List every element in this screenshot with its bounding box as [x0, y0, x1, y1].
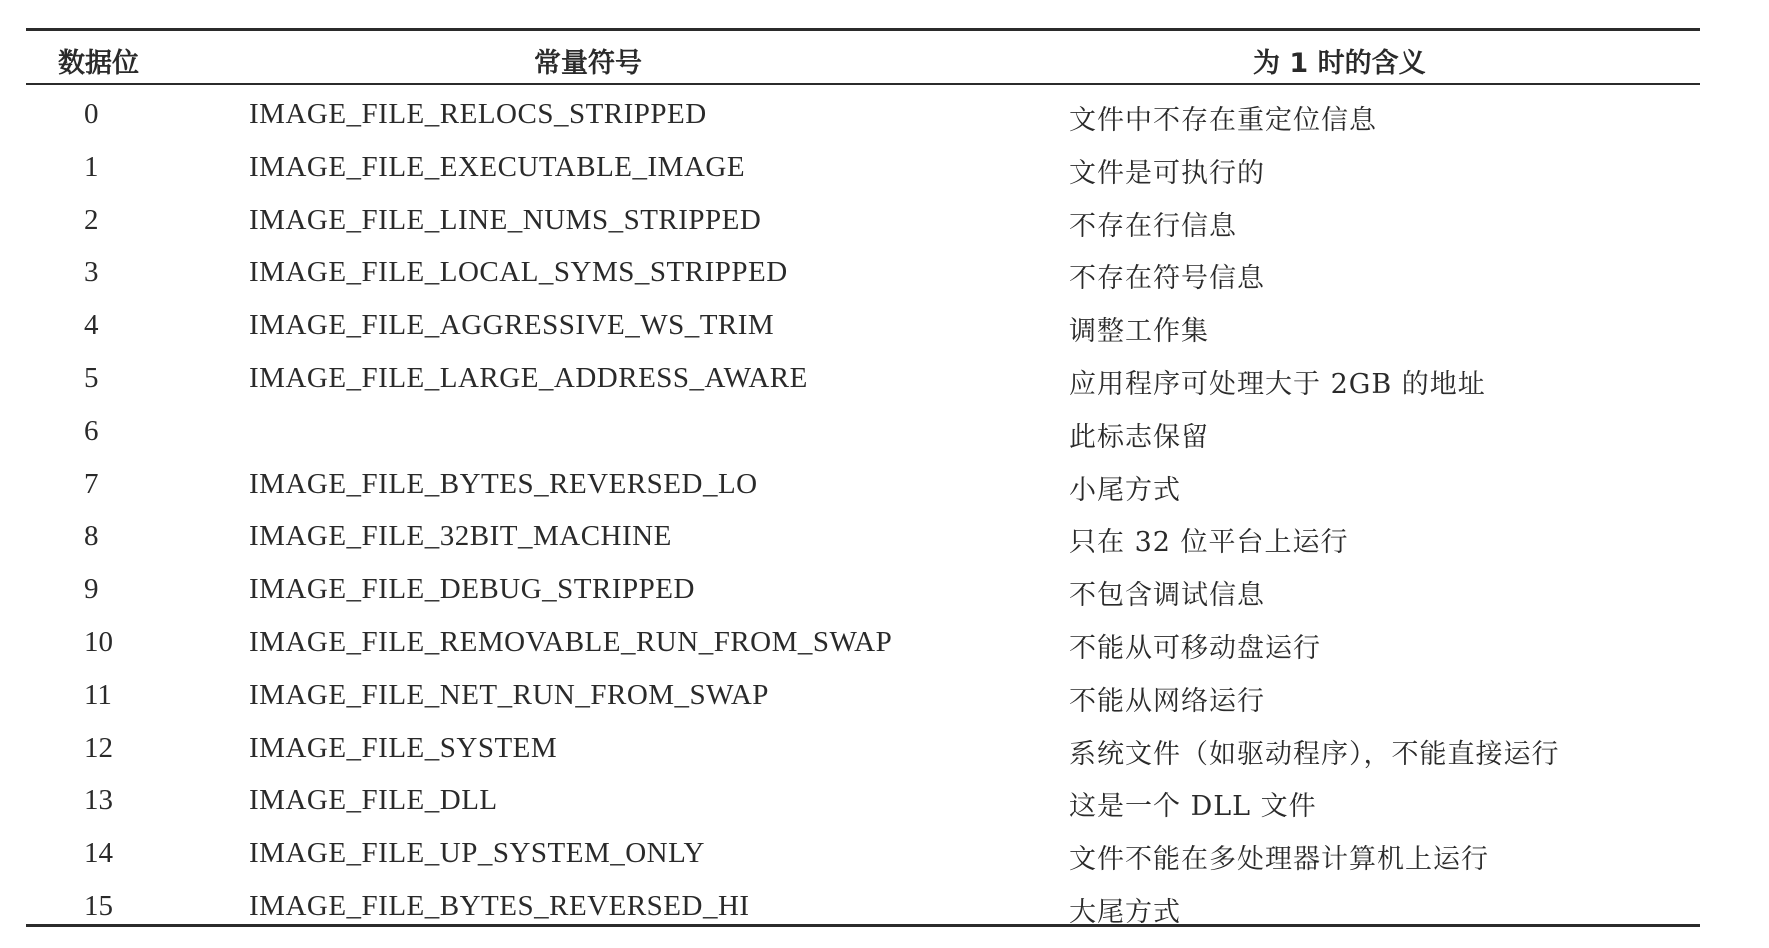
table-row: [26, 247, 1700, 300]
row-constant: IMAGE_FILE_NET_RUN_FROM_SWAP: [249, 678, 769, 711]
row-constant: IMAGE_FILE_LINE_NUMS_STRIPPED: [249, 203, 762, 236]
row-bit: 7: [84, 467, 99, 500]
table-row: [26, 775, 1700, 828]
header-bit: 数据位: [58, 48, 139, 79]
row-constant: IMAGE_FILE_DLL: [249, 784, 498, 817]
row-constant: IMAGE_FILE_REMOVABLE_RUN_FROM_SWAP: [249, 625, 893, 658]
row-bit: 1: [84, 150, 99, 183]
row-meaning: 这是一个 DLL 文件: [1069, 791, 1317, 823]
table-row: [26, 564, 1700, 617]
row-bit: 4: [84, 309, 99, 342]
characteristics-table: [26, 31, 1700, 928]
row-constant: IMAGE_FILE_BYTES_REVERSED_LO: [249, 467, 758, 500]
row-constant: IMAGE_FILE_DEBUG_STRIPPED: [249, 573, 695, 606]
row-meaning: 文件不能在多处理器计算机上运行: [1069, 844, 1489, 876]
row-bit: 15: [84, 889, 113, 922]
row-bit: 11: [84, 678, 112, 711]
row-bit: 6: [84, 414, 99, 447]
row-meaning: 系统文件（如驱动程序），不能直接运行: [1069, 738, 1560, 770]
row-bit: 9: [84, 573, 99, 606]
row-meaning: 不包含调试信息: [1069, 580, 1265, 612]
table-header-row: [26, 31, 1700, 83]
table-row: [26, 723, 1700, 776]
row-meaning: 此标志保留: [1069, 421, 1209, 453]
row-bit: 2: [84, 203, 99, 236]
row-bit: 13: [84, 784, 113, 817]
row-constant: IMAGE_FILE_BYTES_REVERSED_HI: [249, 889, 750, 922]
table-row: [26, 617, 1700, 670]
table-row: [26, 828, 1700, 881]
row-constant: IMAGE_FILE_UP_SYSTEM_ONLY: [249, 837, 705, 870]
row-bit: 5: [84, 361, 99, 394]
row-meaning: 不存在符号信息: [1069, 263, 1265, 295]
row-meaning: 小尾方式: [1069, 474, 1181, 506]
row-bit: 3: [84, 256, 99, 289]
row-constant: IMAGE_FILE_SYSTEM: [249, 731, 558, 764]
row-meaning: 不能从网络运行: [1069, 685, 1265, 717]
table-header-rule: [26, 83, 1700, 85]
row-constant: IMAGE_FILE_32BIT_MACHINE: [249, 520, 672, 553]
row-bit: 12: [84, 731, 113, 764]
header-constant: 常量符号: [534, 48, 642, 79]
table-row: [26, 300, 1700, 353]
table-row: [26, 511, 1700, 564]
table-row: [26, 353, 1700, 406]
table-row: [26, 406, 1700, 459]
row-meaning: 不存在行信息: [1069, 210, 1237, 242]
table-row: [26, 459, 1700, 512]
row-meaning: 文件是可执行的: [1069, 157, 1265, 189]
table-row: [26, 142, 1700, 195]
row-constant: IMAGE_FILE_RELOCS_STRIPPED: [249, 98, 707, 130]
row-meaning: 文件中不存在重定位信息: [1069, 105, 1377, 136]
row-bit: 8: [84, 520, 99, 553]
row-meaning: 只在 32 位平台上运行: [1069, 527, 1349, 559]
table-row: [26, 881, 1700, 934]
row-bit: 0: [84, 98, 99, 130]
table-body: [26, 89, 1700, 934]
table-row: [26, 195, 1700, 248]
row-meaning: 调整工作集: [1069, 316, 1209, 348]
row-meaning: 不能从可移动盘运行: [1069, 632, 1321, 664]
row-meaning: 应用程序可处理大于 2GB 的地址: [1069, 368, 1486, 400]
row-constant: IMAGE_FILE_LOCAL_SYMS_STRIPPED: [249, 256, 788, 289]
row-constant: IMAGE_FILE_EXECUTABLE_IMAGE: [249, 150, 746, 183]
table-row: [26, 670, 1700, 723]
table-row: [26, 89, 1700, 142]
row-bit: 10: [84, 625, 113, 658]
row-meaning: 大尾方式: [1069, 896, 1181, 928]
row-bit: 14: [84, 837, 113, 870]
row-constant: IMAGE_FILE_AGGRESSIVE_WS_TRIM: [249, 309, 775, 342]
header-meaning: 为 1 时的含义: [1253, 48, 1426, 79]
row-constant: IMAGE_FILE_LARGE_ADDRESS_AWARE: [249, 361, 808, 394]
